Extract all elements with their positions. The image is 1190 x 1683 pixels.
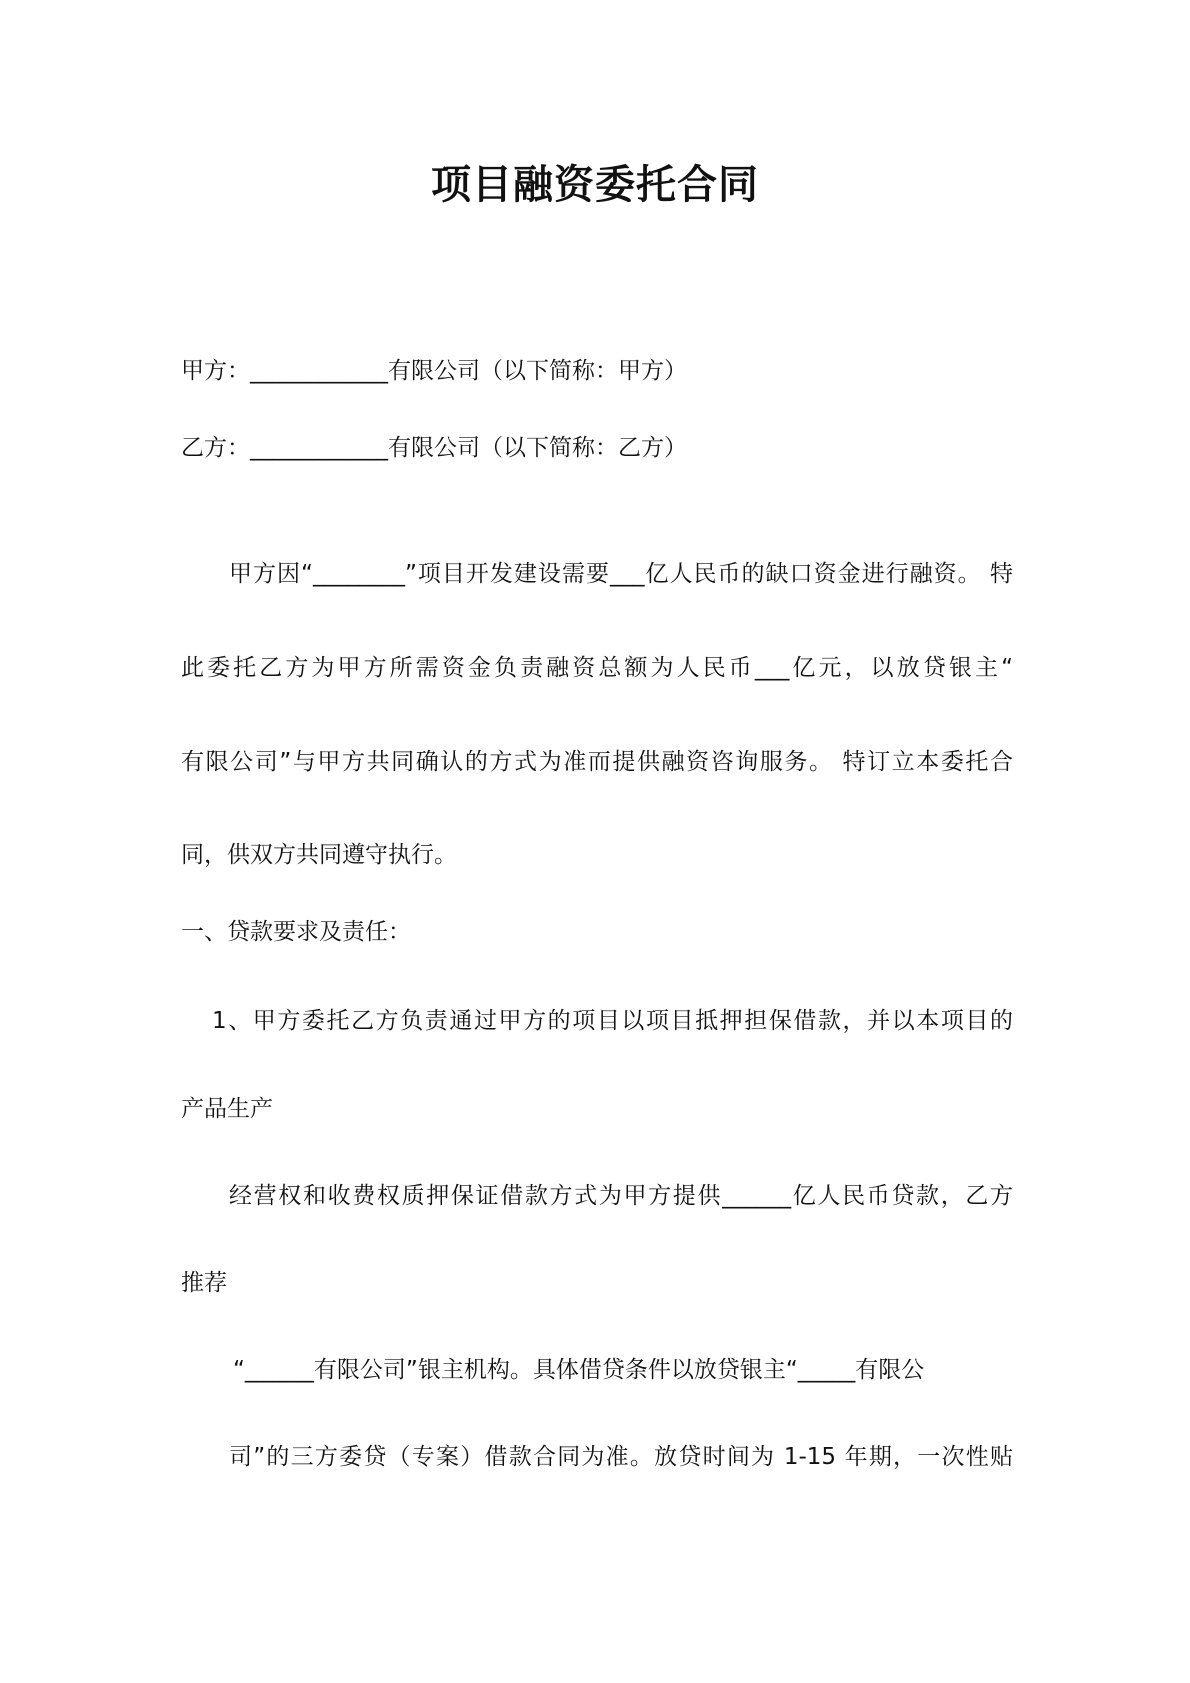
paragraph-line: 此委托乙方为甲方所需资金负责融资总额为人民币___亿元，以放贷银主“: [181, 655, 1013, 681]
paragraph-line: 产品生产: [181, 1096, 273, 1122]
section-heading: 一、贷款要求及责任：: [181, 919, 411, 945]
paragraph-line: 经营权和收费权质押保证借款方式为甲方提供______亿人民币贷款，乙方: [229, 1183, 1013, 1209]
document-title: 项目融资委托合同: [431, 162, 759, 208]
paragraph-line: 甲方因“________”项目开发建设需要___亿人民币的缺口资金进行融资。 特: [229, 561, 1013, 587]
paragraph-line: 司”的三方委贷（专案）借款合同为准。放贷时间为 1-15 年期，一次性贴: [229, 1444, 1013, 1470]
paragraph-line: 推荐: [181, 1270, 227, 1296]
party-a-line: 甲方：____________有限公司（以下简称：甲方）: [181, 358, 687, 384]
paragraph-line: “______有限公司”银主机构。具体借贷条件以放贷银主“_____有限公: [233, 1357, 925, 1383]
paragraph-line: 1、甲方委托乙方负责通过甲方的项目以项目抵押担保借款，并以本项目的: [212, 1008, 1013, 1034]
paragraph-line: 同，供双方共同遵守执行。: [181, 842, 457, 868]
party-b-line: 乙方：____________有限公司（以下简称：乙方）: [181, 435, 687, 461]
paragraph-line: 有限公司”与甲方共同确认的方式为准而提供融资咨询服务。 特订立本委托合: [181, 749, 1013, 775]
